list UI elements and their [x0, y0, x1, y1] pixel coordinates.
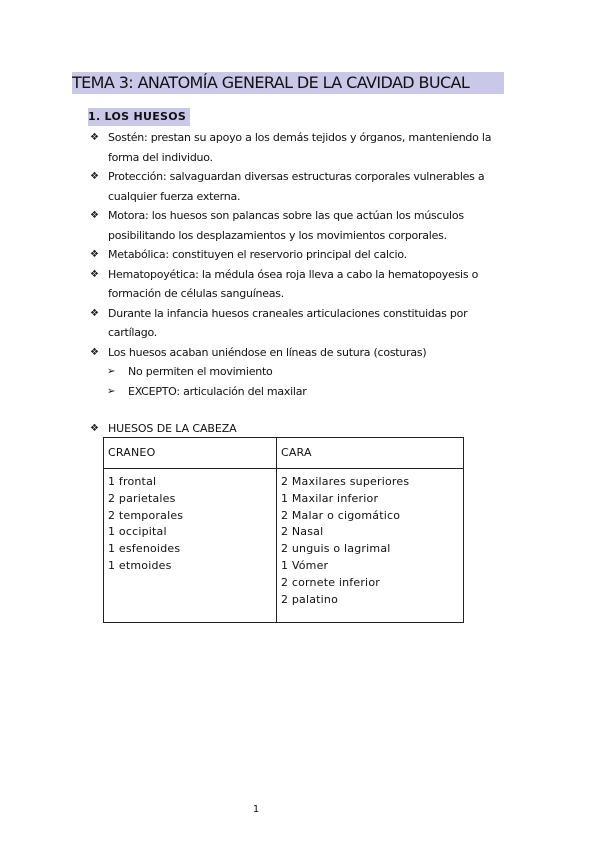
list-item-text: Los huesos acaban uniéndose en líneas de sutura (costuras) — [108, 345, 427, 359]
list-item — [88, 343, 513, 402]
table-header-row — [104, 438, 464, 469]
list-item-text: Protección: salvaguardan diversas estructuras corporales vulnerables a cualquier fuerza externa. — [108, 170, 485, 203]
table-cell-line: 1 Maxilar inferior — [280, 491, 379, 505]
head-bones-label-text: HUESOS DE LA CABEZA — [108, 422, 237, 435]
list-item — [88, 128, 513, 167]
craneo-cell — [104, 469, 277, 623]
document-title: TEMA 3: ANATOMÍA GENERAL DE LA CAVIDAD BUCAL — [72, 72, 504, 94]
head-bones-table — [103, 437, 464, 623]
list-item — [88, 265, 513, 304]
list-item-text: Sostén: prestan su apoyo a los demás tejidos y órganos, manteniendo la forma del individuo. — [108, 131, 492, 164]
sublist-item — [88, 382, 513, 402]
bone-functions-list — [88, 128, 513, 401]
table-cell-line: 1 esfenoides — [108, 542, 181, 556]
diamond-cluster-icon: ❖ — [90, 423, 99, 434]
table-cell-line: 2 Malar o cigomático — [280, 508, 401, 522]
arrowhead-icon: ➢ — [107, 366, 116, 377]
column-header-cara: CARA — [276, 438, 463, 469]
page-number: 1 — [252, 804, 260, 815]
sublist-item — [88, 362, 513, 382]
table-cell-line: 1 etmoides — [108, 558, 172, 572]
diamond-cluster-icon: ❖ — [90, 171, 99, 182]
suture-sublist — [88, 362, 513, 401]
list-item-text: Hematopoyética: la médula ósea roja lleva a cabo la hematopoyesis o formación de células sanguíneas. — [108, 267, 479, 300]
list-item-text: Durante la infancia huesos craneales articulaciones constituidas por cartílago. — [108, 306, 468, 339]
head-bones-label — [88, 419, 388, 439]
cara-cell — [276, 469, 463, 623]
table-cell-line: 2 Nasal — [280, 525, 324, 539]
table-cell-line: 1 occipital — [108, 525, 167, 539]
table-cell-line: 2 temporales — [108, 508, 184, 522]
column-header-craneo: CRANEO — [104, 438, 277, 469]
diamond-cluster-icon: ❖ — [90, 132, 99, 143]
sublist-item-text: No permiten el movimiento — [128, 365, 273, 378]
sublist-item-text: EXCEPTO: articulación del maxilar — [128, 384, 307, 398]
diamond-cluster-icon: ❖ — [90, 307, 99, 319]
table-cell-line: 1 Vómer — [280, 558, 329, 572]
arrowhead-icon: ➢ — [107, 385, 116, 397]
table-cell-line: 2 parietales — [108, 491, 176, 505]
list-item — [88, 167, 513, 206]
list-item-text: Metabólica: constituyen el reservorio principal del calcio. — [108, 248, 407, 261]
diamond-cluster-icon: ❖ — [90, 210, 99, 221]
table-cell-line: 2 unguis o lagrimal — [280, 542, 391, 556]
diamond-cluster-icon: ❖ — [90, 346, 99, 358]
table-cell-line: 2 cornete inferior — [280, 575, 380, 589]
table-cell-line: 2 palatino — [280, 592, 339, 606]
list-item — [88, 304, 513, 343]
list-item — [88, 206, 513, 245]
table-cell-line: 1 frontal — [108, 475, 157, 488]
list-item — [88, 245, 513, 265]
diamond-cluster-icon: ❖ — [90, 249, 99, 260]
diamond-cluster-icon: ❖ — [90, 268, 99, 280]
section-heading: 1. LOS HUESOS — [88, 108, 190, 126]
table-row — [104, 469, 464, 623]
table-cell-line: 2 Maxilares superiores — [280, 475, 410, 488]
list-item-text: Motora: los huesos son palancas sobre las que actúan los músculos posibilitando los desplazamientos y los movimientos corporales. — [108, 209, 464, 242]
